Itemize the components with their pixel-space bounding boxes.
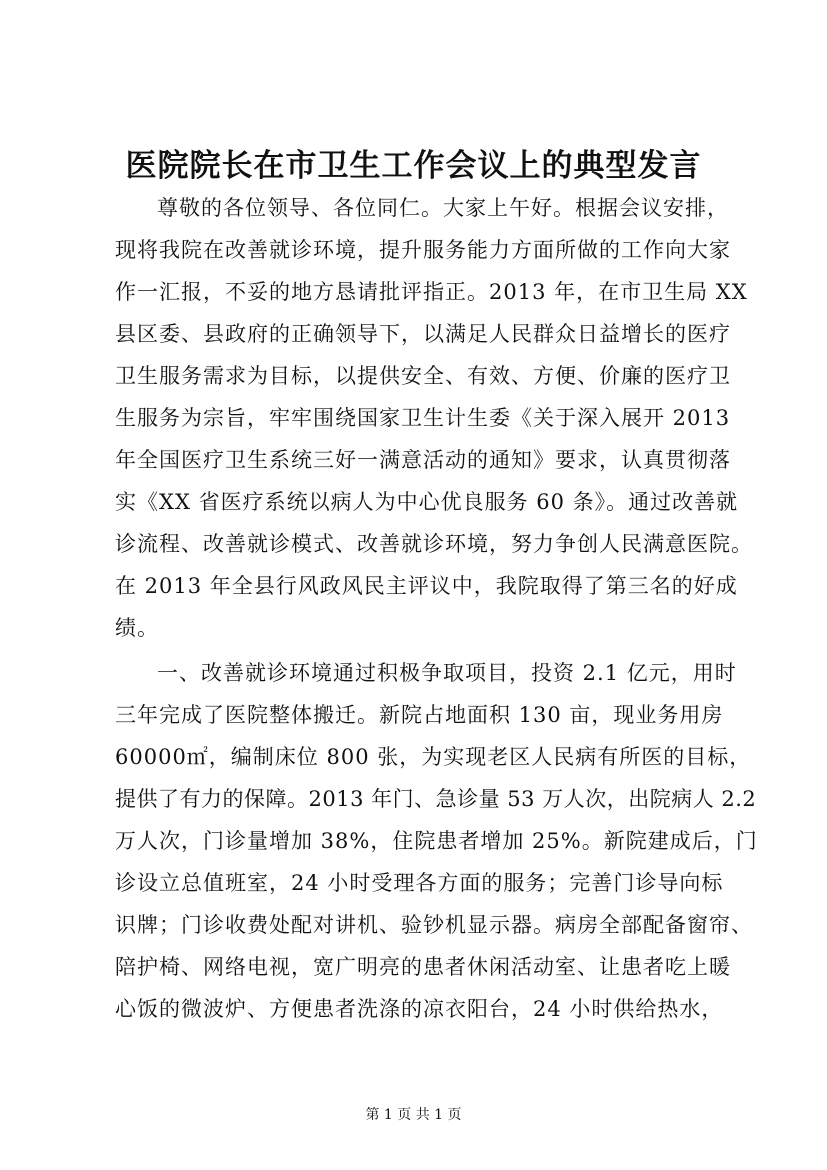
- page-number-footer: 第 1 页 共 1 页: [365, 1107, 462, 1123]
- paragraph-line: 一、改善就诊环境通过积极争取项目，投资 2.1 亿元，用时: [157, 661, 737, 685]
- paragraph-line: 县区委、县政府的正确领导下，以满足人民群众日益增长的医疗: [115, 322, 731, 346]
- paragraph-line: 卫生服务需求为目标，以提供安全、有效、方便、价廉的医疗卫: [115, 364, 731, 388]
- paragraph-line: 作一汇报，不妥的地方恳请批评指正。2013 年，在市卫生局 XX: [115, 280, 748, 304]
- paragraph-line: 生服务为宗旨，牢牢围绕国家卫生计生委《关于深入展开 2013: [115, 406, 731, 430]
- paragraph-line: 尊敬的各位领导、各位同仁。大家上午好。根据会议安排，: [157, 196, 729, 220]
- paragraph-line: 三年完成了医院整体搬迁。新院占地面积 130 亩，现业务用房: [115, 703, 724, 727]
- paragraph-line: 心饭的微波炉、方便患者洗涤的凉衣阳台，24 小时供给热水，: [115, 997, 724, 1021]
- paragraph-line: 陪护椅、网络电视，宽广明亮的患者休闲活动室、让患者吃上暖: [115, 955, 731, 979]
- paragraph-line: 识牌；门诊收费处配对讲机、验钞机显示器。病房全部配备窗帘、: [115, 913, 753, 937]
- paragraph-line: 现将我院在改善就诊环境，提升服务能力方面所做的工作向大家: [115, 238, 731, 262]
- paragraph-line: 60000㎡，编制床位 800 张，为实现老区人民病有所医的目标，: [115, 745, 752, 769]
- paragraph-line: 提供了有力的保障。2013 年门、急诊量 53 万人次，出院病人 2.2: [115, 787, 757, 811]
- paragraph-line: 诊设立总值班室，24 小时受理各方面的服务；完善门诊导向标: [115, 871, 724, 895]
- paragraph-line: 在 2013 年全县行风政风民主评议中，我院取得了第三名的好成: [115, 574, 738, 598]
- paragraph-line: 年全国医疗卫生系统三好一满意活动的通知》要求，认真贯彻落: [115, 448, 731, 472]
- document-title: 医院院长在市卫生工作会议上的典型发言: [125, 148, 702, 184]
- paragraph-line: 诊流程、改善就诊模式、改善就诊环境，努力争创人民满意医院。: [115, 532, 753, 556]
- paragraph-line: 万人次，门诊量增加 38%，住院患者增加 25%。新院建成后，门: [115, 829, 758, 853]
- paragraph-line: 绩。: [115, 616, 159, 640]
- paragraph-line: 实《XX 省医疗系统以病人为中心优良服务 60 条》。通过改善就: [115, 490, 739, 514]
